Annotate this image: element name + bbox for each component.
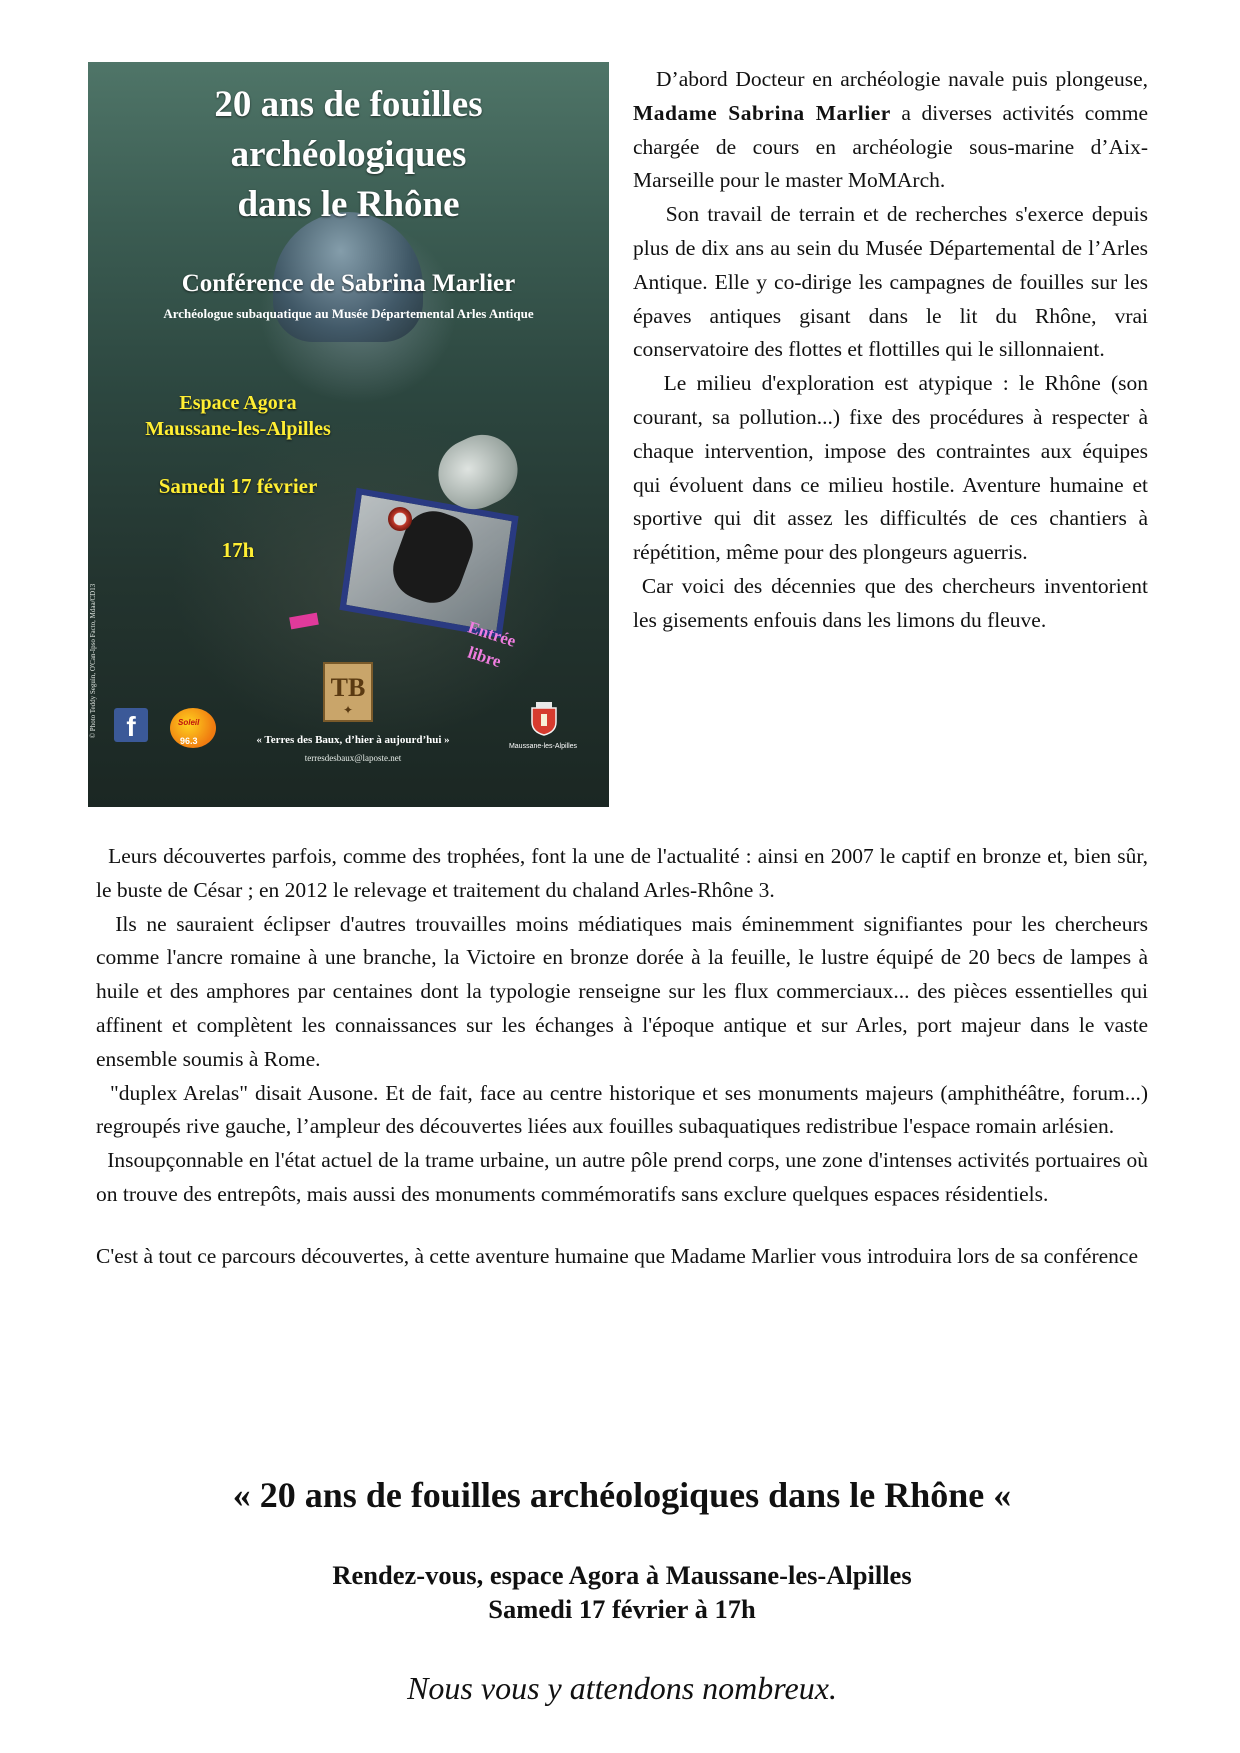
poster-time: 17h: [221, 538, 255, 562]
signoff: Nous vous y attendons nombreux.: [407, 1670, 837, 1706]
radio-frequency: 96.3: [180, 736, 198, 746]
intro-paragraph-1: [633, 63, 1148, 198]
intro-p3-text: Le milieu d'exploration est atypique : le Rhône (son courant, sa pollution...) fixe des procédures à respecter à chaque intervention, impose des contraintes aux équipes qui évoluent dans ce milieu hostile. Aventure humaine et sportive qui dit assez les difficultés de ces chantiers à répétition, même pour des plongeurs aguerris.: [633, 371, 1148, 565]
poster-venue-line-1: Espace Agora: [179, 392, 297, 414]
conference-poster: [88, 62, 609, 807]
poster-town-label: Maussane-les-Alpilles: [508, 743, 578, 750]
intro-p1-end: a diverses activités comme chargée de cours en archéologie sous-marine d’Aix-Marseille pour le master MoMArch.: [633, 100, 1148, 193]
body-text: [96, 840, 1148, 1274]
poster-tagline: « Terres des Baux, d’hier à aujourd’hui »: [256, 734, 450, 746]
intro-paragraph-4: [633, 570, 1148, 638]
speaker-name: Madame Sabrina Marlier: [633, 100, 891, 125]
paragraph-spacer: [96, 1212, 1148, 1240]
poster-venue: [108, 390, 368, 442]
poster-title-line-2: archéologiques: [230, 134, 467, 175]
meeting-details: [96, 1558, 1148, 1626]
poster-speaker-role: Archéologue subaquatique au Musée Départemental Arles Antique: [163, 306, 534, 321]
intro-p2-text: Son travail de terrain et de recherches s'exerce depuis plus de dix ans au sein du Musée Départemental de l’Arles Antique. Elle y co-dirige les campagnes de fouilles sur les épaves antiques gisant dans le lit du Rhône, vrai conservatoire des flottes et flottilles qui le sillonnaient.: [633, 202, 1148, 362]
pink-marker-image: [289, 613, 319, 630]
intro-text: [633, 63, 1148, 638]
body-paragraph-7: [96, 1077, 1148, 1145]
body-p6-text: Ils ne sauraient éclipser d'autres trouvailles moins médiatiques mais éminemment signifiantes pour les chercheurs comme l'ancre romaine à une branche, la Victoire en bronze dorée à la feuille, le lustre équipé de 20 becs de lampes à huile et des amphores par centaines dont la typologie renseigne sur les flux commerciaux... des pièces essentielles qui affinent et complètent les connaissances sur les échanges à l'époque antique et sur Arles, port majeur dans le vaste ensemble soumis à Rome.: [96, 911, 1148, 1071]
intro-p4-text: Car voici des décennies que des chercheurs inventorient les gisements enfouis dans les limons du fleuve.: [633, 573, 1148, 632]
poster-title-line-3: dans le Rhône: [237, 184, 460, 225]
body-p7-text: "duplex Arelas" disait Ausone. Et de fait, face au centre historique et ses monuments majeurs (amphithéâtre, forum...) regroupés rive gauche, l’ampleur des découvertes liées aux fouilles subaquatiques redistribue l'espace romain arlésien.: [96, 1080, 1148, 1139]
intro-p1-start: D’abord Docteur en archéologie navale puis plongeuse,: [656, 67, 1148, 91]
intro-paragraph-3: [633, 367, 1148, 570]
dive-watch-image: [388, 507, 412, 531]
facebook-icon[interactable]: f: [114, 708, 148, 742]
poster-entry-line-1: Entrée: [465, 617, 519, 651]
poster-entry-line-2: libre: [465, 642, 504, 672]
radio-logo-text: Soleil: [178, 718, 200, 727]
poster-email: terresdesbaux@laposte.net: [304, 753, 402, 763]
intro-paragraph-2: [633, 198, 1148, 367]
poster-photo-credit: © Photo Teddy Seguin, O'Can-Ipso Facto, Mdaa/CD13: [89, 583, 97, 739]
poster-venue-line-2: Maussane-les-Alpilles: [145, 418, 331, 440]
body-p5-text: Leurs découvertes parfois, comme des trophées, font la une de l'actualité : ainsi en 2007 le captif en bronze et, bien sûr, le buste de César ; en 2012 le relevage et traitement du chaland Arles-Rhône 3.: [96, 844, 1148, 902]
meeting-date: Samedi 17 février à 17h: [488, 1594, 756, 1624]
radio-soleil-logo-icon: [170, 708, 216, 748]
body-paragraph-8: [96, 1144, 1148, 1212]
poster-date: Samedi 17 février: [158, 474, 318, 498]
body-p8-text: Insoupçonnable en l'état actuel de la trame urbaine, un autre pôle prend corps, une zone d'intenses activités portuaires où on trouve des entrepôts, mais aussi des monuments commémoratifs sans exclure quelques espaces résidentiels.: [96, 1148, 1149, 1206]
body-paragraph-5: [96, 840, 1148, 908]
meeting-place: Rendez-vous, espace Agora à Maussane-les-Alpilles: [332, 1560, 912, 1590]
terres-des-baux-logo-icon: [323, 662, 373, 722]
poster-title: [88, 80, 609, 230]
body-paragraph-9: [96, 1240, 1148, 1274]
conference-title: « 20 ans de fouilles archéologiques dans le Rhône «: [232, 1475, 1012, 1515]
poster-speaker: Conférence de Sabrina Marlier: [181, 270, 516, 297]
body-paragraph-6: [96, 908, 1148, 1077]
svg-text:TB: TB: [330, 673, 366, 702]
svg-text:✦: ✦: [342, 703, 354, 717]
town-crest-icon: [530, 702, 558, 736]
body-p9-text: C'est à tout ce parcours découvertes, à cette aventure humaine que Madame Marlier vous introduira lors de sa conférence: [96, 1243, 1139, 1268]
poster-title-line-1: 20 ans de fouilles: [214, 84, 483, 125]
